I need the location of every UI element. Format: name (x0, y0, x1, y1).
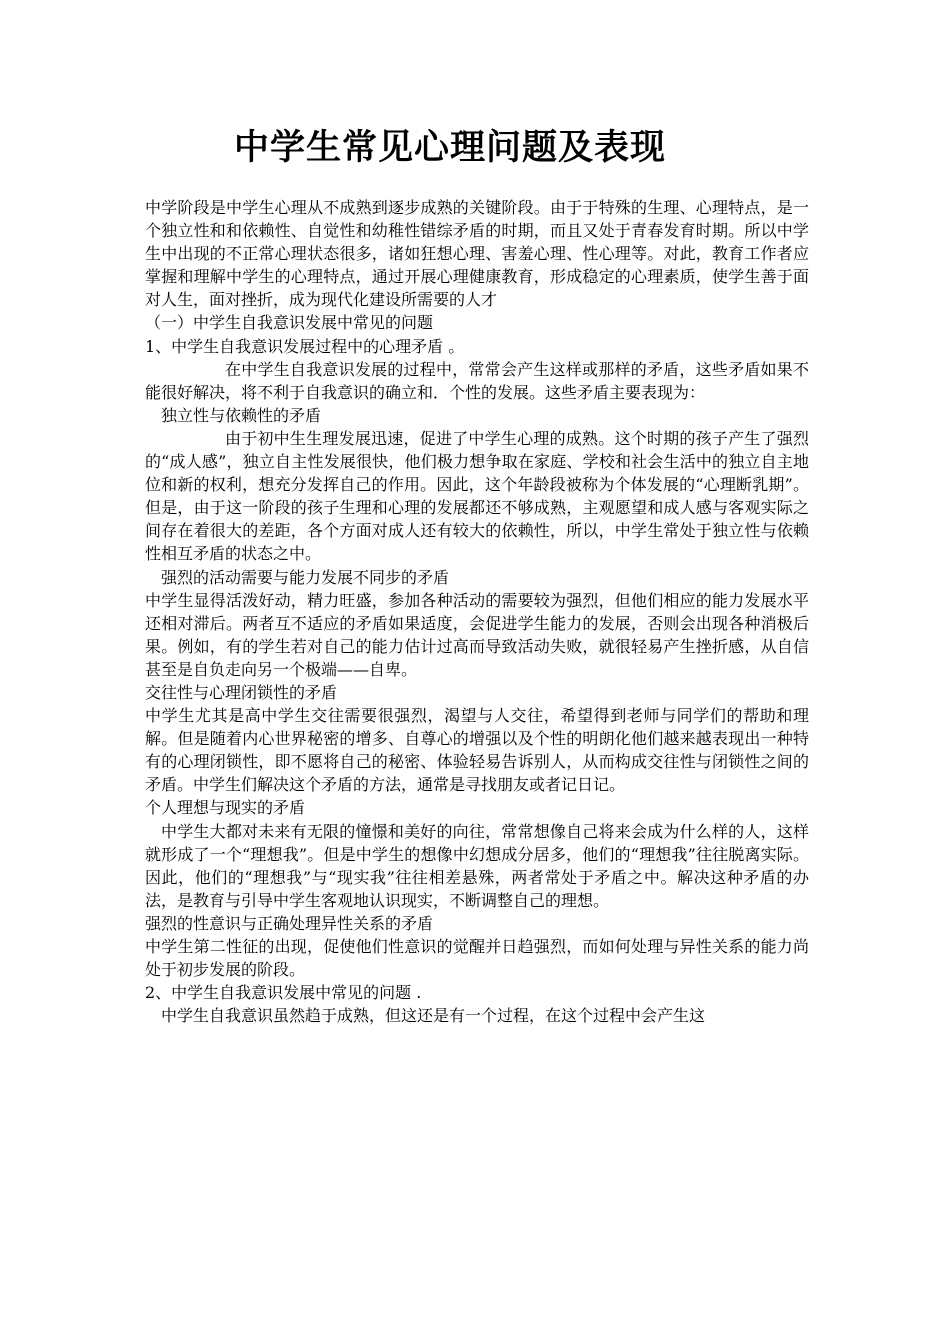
paragraph: 中学阶段是中学生心理从不成熟到逐步成熟的关键阶段。由于于特殊的生理、心理特点，是一个独立性和和依赖性、自觉性和幼稚性错综矛盾的时期，而且又处于青春发育时期。所以中学生中出现的不正常心理状态很多，诸如狂想心理、害羞心理、性心理等。对此，教育工作者应掌握和理解中学生的心理特点，通过开展心理健康教育，形成稳定的心理素质，使学生善于面对人生，面对挫折，成为现代化建设所需要的人才 (145, 198, 809, 310)
paragraph: 中学生大都对未来有无限的憧憬和美好的向往，常常想像自己将来会成为什么样的人，这样就形成了一个“理想我”。但是中学生的想像中幻想成分居多，他们的“理想我”往往脱离实际。因此，他们的“理想我”与“现实我”往往相差悬殊，两者常处于矛盾之中。解决这种矛盾的办法，是教育与引导中学生客观地认识现实，不断调整自己的理想。 (145, 821, 809, 910)
paragraph: 由于初中生生理发展迅速，促进了中学生心理的成熟。这个时期的孩子产生了强烈的“成人感”，独立自主性发展很快，他们极力想争取在家庭、学校和社会生活中的独立自主地位和新的权利，想充分发挥自己的作用。因此，这个年龄段被称为个体发展的“心理断乳期”。但是，由于这一阶段的孩子生理和心理的发展都还不够成熟，主观愿望和成人感与客观实际之间存在着很大的差距，各个方面对成人还有较大的依赖性，所以，中学生常处于独立性与依赖性相互矛盾的状态之中。 (145, 428, 809, 564)
paragraph: 强烈的活动需要与能力发展不同步的矛盾 (161, 567, 450, 587)
document-title: 中学生常见心理问题及表现 (233, 127, 666, 168)
paragraph: 在中学生自我意识发展的过程中，常常会产生这样或那样的矛盾，这些矛盾如果不能很好解决，将不利于自我意识的确立和．个性的发展。这些矛盾主要表现为： (145, 359, 809, 402)
paragraph: 中学生自我意识虽然趋于成熟，但这还是有一个过程，在这个过程中会产生这 (161, 1006, 706, 1026)
paragraph: 中学生显得活泼好动，精力旺盛，参加各种活动的需要较为强烈，但他们相应的能力发展水平还相对滞后。两者互不适应的矛盾如果适度，会促进学生能力的发展，否则会出现各种消极后果。例如，有的学生若对自己的能力估计过高而导致活动失败，就很轻易产生挫折感，从自信甚至是自负走向另一个极端——自卑。 (145, 590, 809, 679)
paragraph: 中学生尤其是高中学生交往需要很强烈，渴望与人交往，希望得到老师与同学们的帮助和理解。但是随着内心世界秘密的增多、自尊心的增强以及个性的明朗化他们越来越表现出一种特有的心理闭锁性，即不愿将自己的秘密、体验轻易告诉别人，从而构成交往性与闭锁性之间的矛盾。中学生们解决这个矛盾的方法，通常是寻找朋友或者记日记。 (145, 706, 809, 795)
paragraph: 中学生第二性征的出现，促使他们性意识的觉醒并日趋强烈，而如何处理与异性关系的能力尚处于初步发展的阶段。 (145, 937, 809, 980)
paragraph: 强烈的性意识与正确处理异性关系的矛盾 (145, 913, 434, 933)
paragraph: 独立性与依赖性的矛盾 (161, 405, 322, 425)
paragraph: （一）中学生自我意识发展中常见的问题 (145, 313, 434, 333)
paragraph: 交往性与心理闭锁性的矛盾 (145, 682, 338, 702)
document-body (145, 196, 809, 1027)
paragraph: 2、中学生自我意识发展中常见的问题 . (145, 983, 422, 1003)
paragraph: 个人理想与现实的矛盾 (145, 798, 306, 818)
paragraph: 1、中学生自我意识发展过程中的心理矛盾 。 (145, 336, 465, 356)
